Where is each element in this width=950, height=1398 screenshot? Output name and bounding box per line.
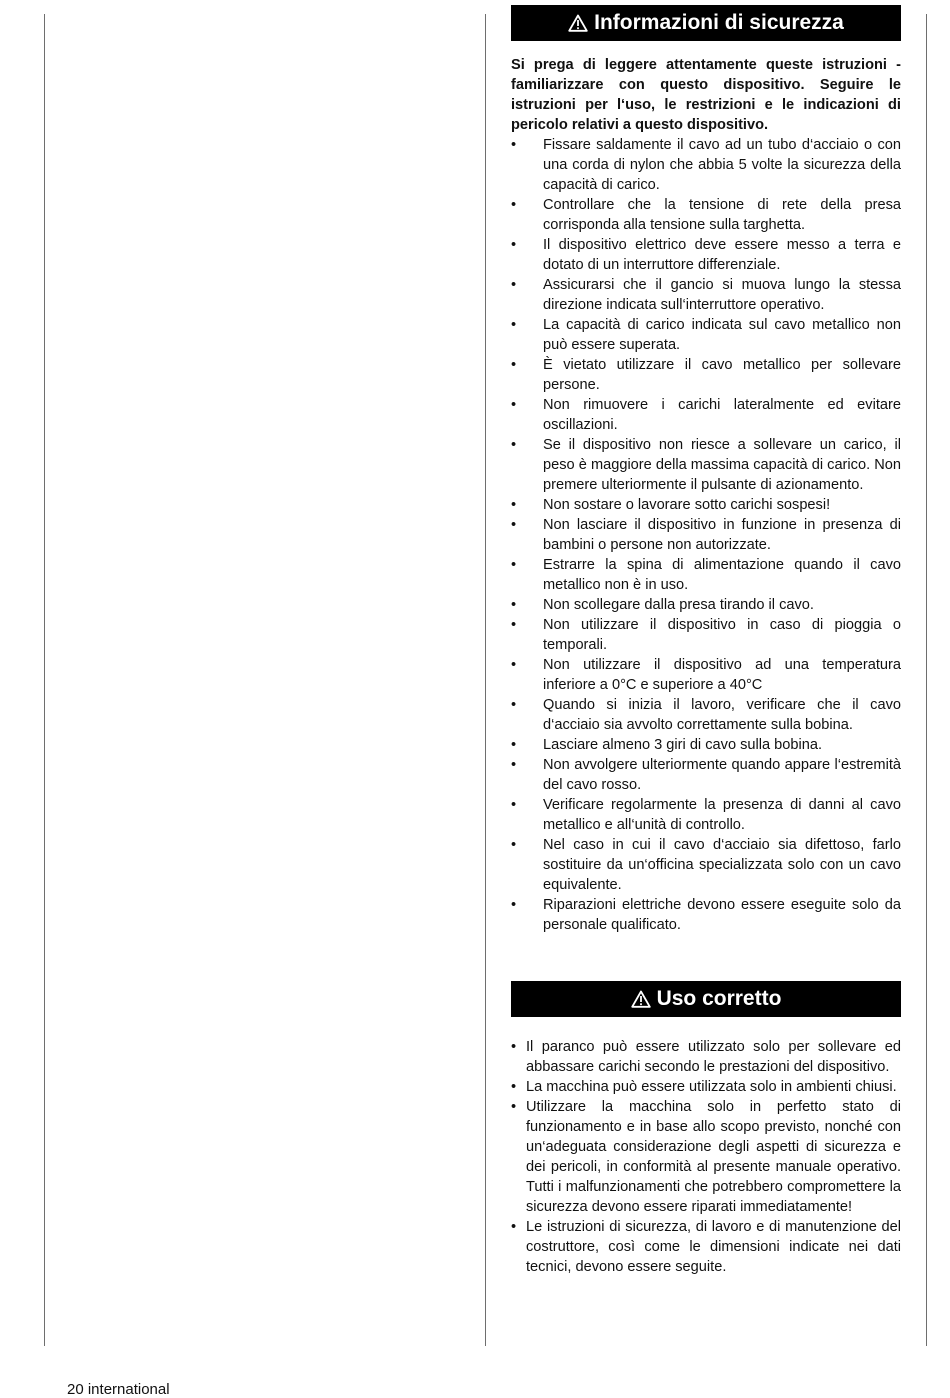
bullet-mark: • [511,1039,517,1055]
list-item-text: Non utilizzare il dispositivo in caso di pioggia o temporali. [543,617,901,653]
list-item-text: Non avvolgere ulteriormente quando appare l‘estremità del cavo rosso. [543,757,901,793]
list-item-text: È vietato utilizzare il cavo metallico per sollevare persone. [543,357,901,393]
warning-triangle-icon [568,14,588,32]
bullet-mark: • [511,137,517,153]
list-item [511,695,901,735]
list-item-text: Non utilizzare il dispositivo ad una temperatura inferiore a 0°C e superiore a 40°C [543,657,901,693]
bullet-mark: • [511,237,517,253]
center-column-rule [485,14,486,1346]
list-item-text: Nel caso in cui il cavo d‘acciaio sia difettoso, farlo sostituire da un‘officina specializzata solo con un cavo equivalente. [543,837,901,893]
bullet-mark: • [511,617,517,633]
list-item-text: Non rimuovere i carichi lateralmente ed evitare oscillazioni. [543,397,901,433]
list-item [511,615,901,655]
list-item-text: Fissare saldamente il cavo ad un tubo d‘acciaio o con una corda di nylon che abbia 5 volte la sicurezza della capacità di carico. [543,137,901,193]
bullet-mark: • [511,837,517,853]
list-item [511,735,901,755]
list-item [511,655,901,695]
list-item [511,1217,901,1277]
bullet-mark: • [511,1079,517,1095]
bullet-mark: • [511,597,517,613]
list-item [511,275,901,315]
bullet-mark: • [511,797,517,813]
safety-heading-banner [511,5,901,41]
list-item [511,195,901,235]
usage-list [511,1037,901,1277]
list-item [511,1037,901,1077]
list-item-text: La capacità di carico indicata sul cavo metallico non può essere superata. [543,317,901,353]
list-item-text: Non scollegare dalla presa tirando il cavo. [543,597,814,613]
list-item [511,1097,901,1217]
bullet-mark: • [511,517,517,533]
page-footer: 20 international [67,1381,170,1398]
list-item-text: Utilizzare la macchina solo in perfetto stato di funzionamento e in base allo scopo previsto, nonché con un‘adeguata considerazione degli aspetti di sicurezza e dei pericoli, in conformità al presente manuale operativo. Tutti i malfunzionamenti che potrebbero compromettere la sicurezza devono essere riparati immediatamente! [526,1099,901,1215]
list-item [511,895,901,935]
list-item [511,835,901,895]
bullet-mark: • [511,317,517,333]
list-item [511,555,901,595]
list-item [511,435,901,495]
bullet-mark: • [511,897,517,913]
usage-heading-banner [511,981,901,1017]
safety-section [511,5,901,935]
list-item-text: Non lasciare il dispositivo in funzione in presenza di bambini o persone non autorizzate. [543,517,901,553]
list-item [511,795,901,835]
list-item-text: Assicurarsi che il gancio si muova lungo la stessa direzione indicata sull‘interruttore operativo. [543,277,901,313]
usage-title: Uso corretto [656,987,782,1010]
safety-title: Informazioni di sicurezza [594,11,844,34]
list-item [511,1077,901,1097]
list-item [511,755,901,795]
list-item-text: La macchina può essere utilizzata solo in ambienti chiusi. [526,1079,897,1095]
bullet-mark: • [511,277,517,293]
bullet-mark: • [511,737,517,753]
safety-list [511,135,901,935]
list-item [511,515,901,555]
list-item [511,595,901,615]
bullet-mark: • [511,697,517,713]
list-item-text: Controllare che la tensione di rete della presa corrisponda alla tensione sulla targhetta. [543,197,901,233]
right-margin-rule [926,14,927,1346]
list-item [511,355,901,395]
list-item [511,495,901,515]
list-item [511,235,901,275]
bullet-mark: • [511,1219,517,1235]
usage-section [511,981,901,1277]
list-item [511,135,901,195]
list-item-text: Non sostare o lavorare sotto carichi sospesi! [543,497,831,513]
bullet-mark: • [511,197,517,213]
warning-triangle-icon [631,990,651,1008]
bullet-mark: • [511,657,517,673]
list-item [511,315,901,355]
bullet-mark: • [511,437,517,453]
list-item-text: Il paranco può essere utilizzato solo per sollevare ed abbassare carichi secondo le prestazioni del dispositivo. [526,1039,901,1075]
list-item-text: Le istruzioni di sicurezza, di lavoro e di manutenzione del costruttore, così come le dimensioni indicate nei dati tecnici, devono essere seguite. [526,1219,901,1275]
list-item-text: Quando si inizia il lavoro, verificare che il cavo d‘acciaio sia avvolto correttamente sulla bobina. [543,697,901,733]
bullet-mark: • [511,497,517,513]
safety-intro: Si prega di leggere attentamente queste istruzioni - familiarizzare con questo dispositivo. Seguire le istruzioni per l‘uso, le restrizioni e le indicazioni di pericolo relativi a questo dispositivo. [511,57,901,133]
bullet-mark: • [511,397,517,413]
bullet-mark: • [511,357,517,373]
bullet-mark: • [511,757,517,773]
list-item [511,395,901,435]
list-item-text: Lasciare almeno 3 giri di cavo sulla bobina. [543,737,823,753]
list-item-text: Riparazioni elettriche devono essere eseguite solo da personale qualificato. [543,897,901,933]
bullet-mark: • [511,1099,517,1115]
list-item-text: Verificare regolarmente la presenza di danni al cavo metallico e all‘unità di controllo. [543,797,901,833]
left-margin-rule [44,14,45,1346]
list-item-text: Il dispositivo elettrico deve essere messo a terra e dotato di un interruttore differenziale. [543,237,901,273]
list-item-text: Se il dispositivo non riesce a sollevare un carico, il peso è maggiore della massima capacità di carico. Non premere ulteriormente il pulsante di azionamento. [543,437,901,493]
list-item-text: Estrarre la spina di alimentazione quando il cavo metallico non è in uso. [543,557,901,593]
bullet-mark: • [511,557,517,573]
